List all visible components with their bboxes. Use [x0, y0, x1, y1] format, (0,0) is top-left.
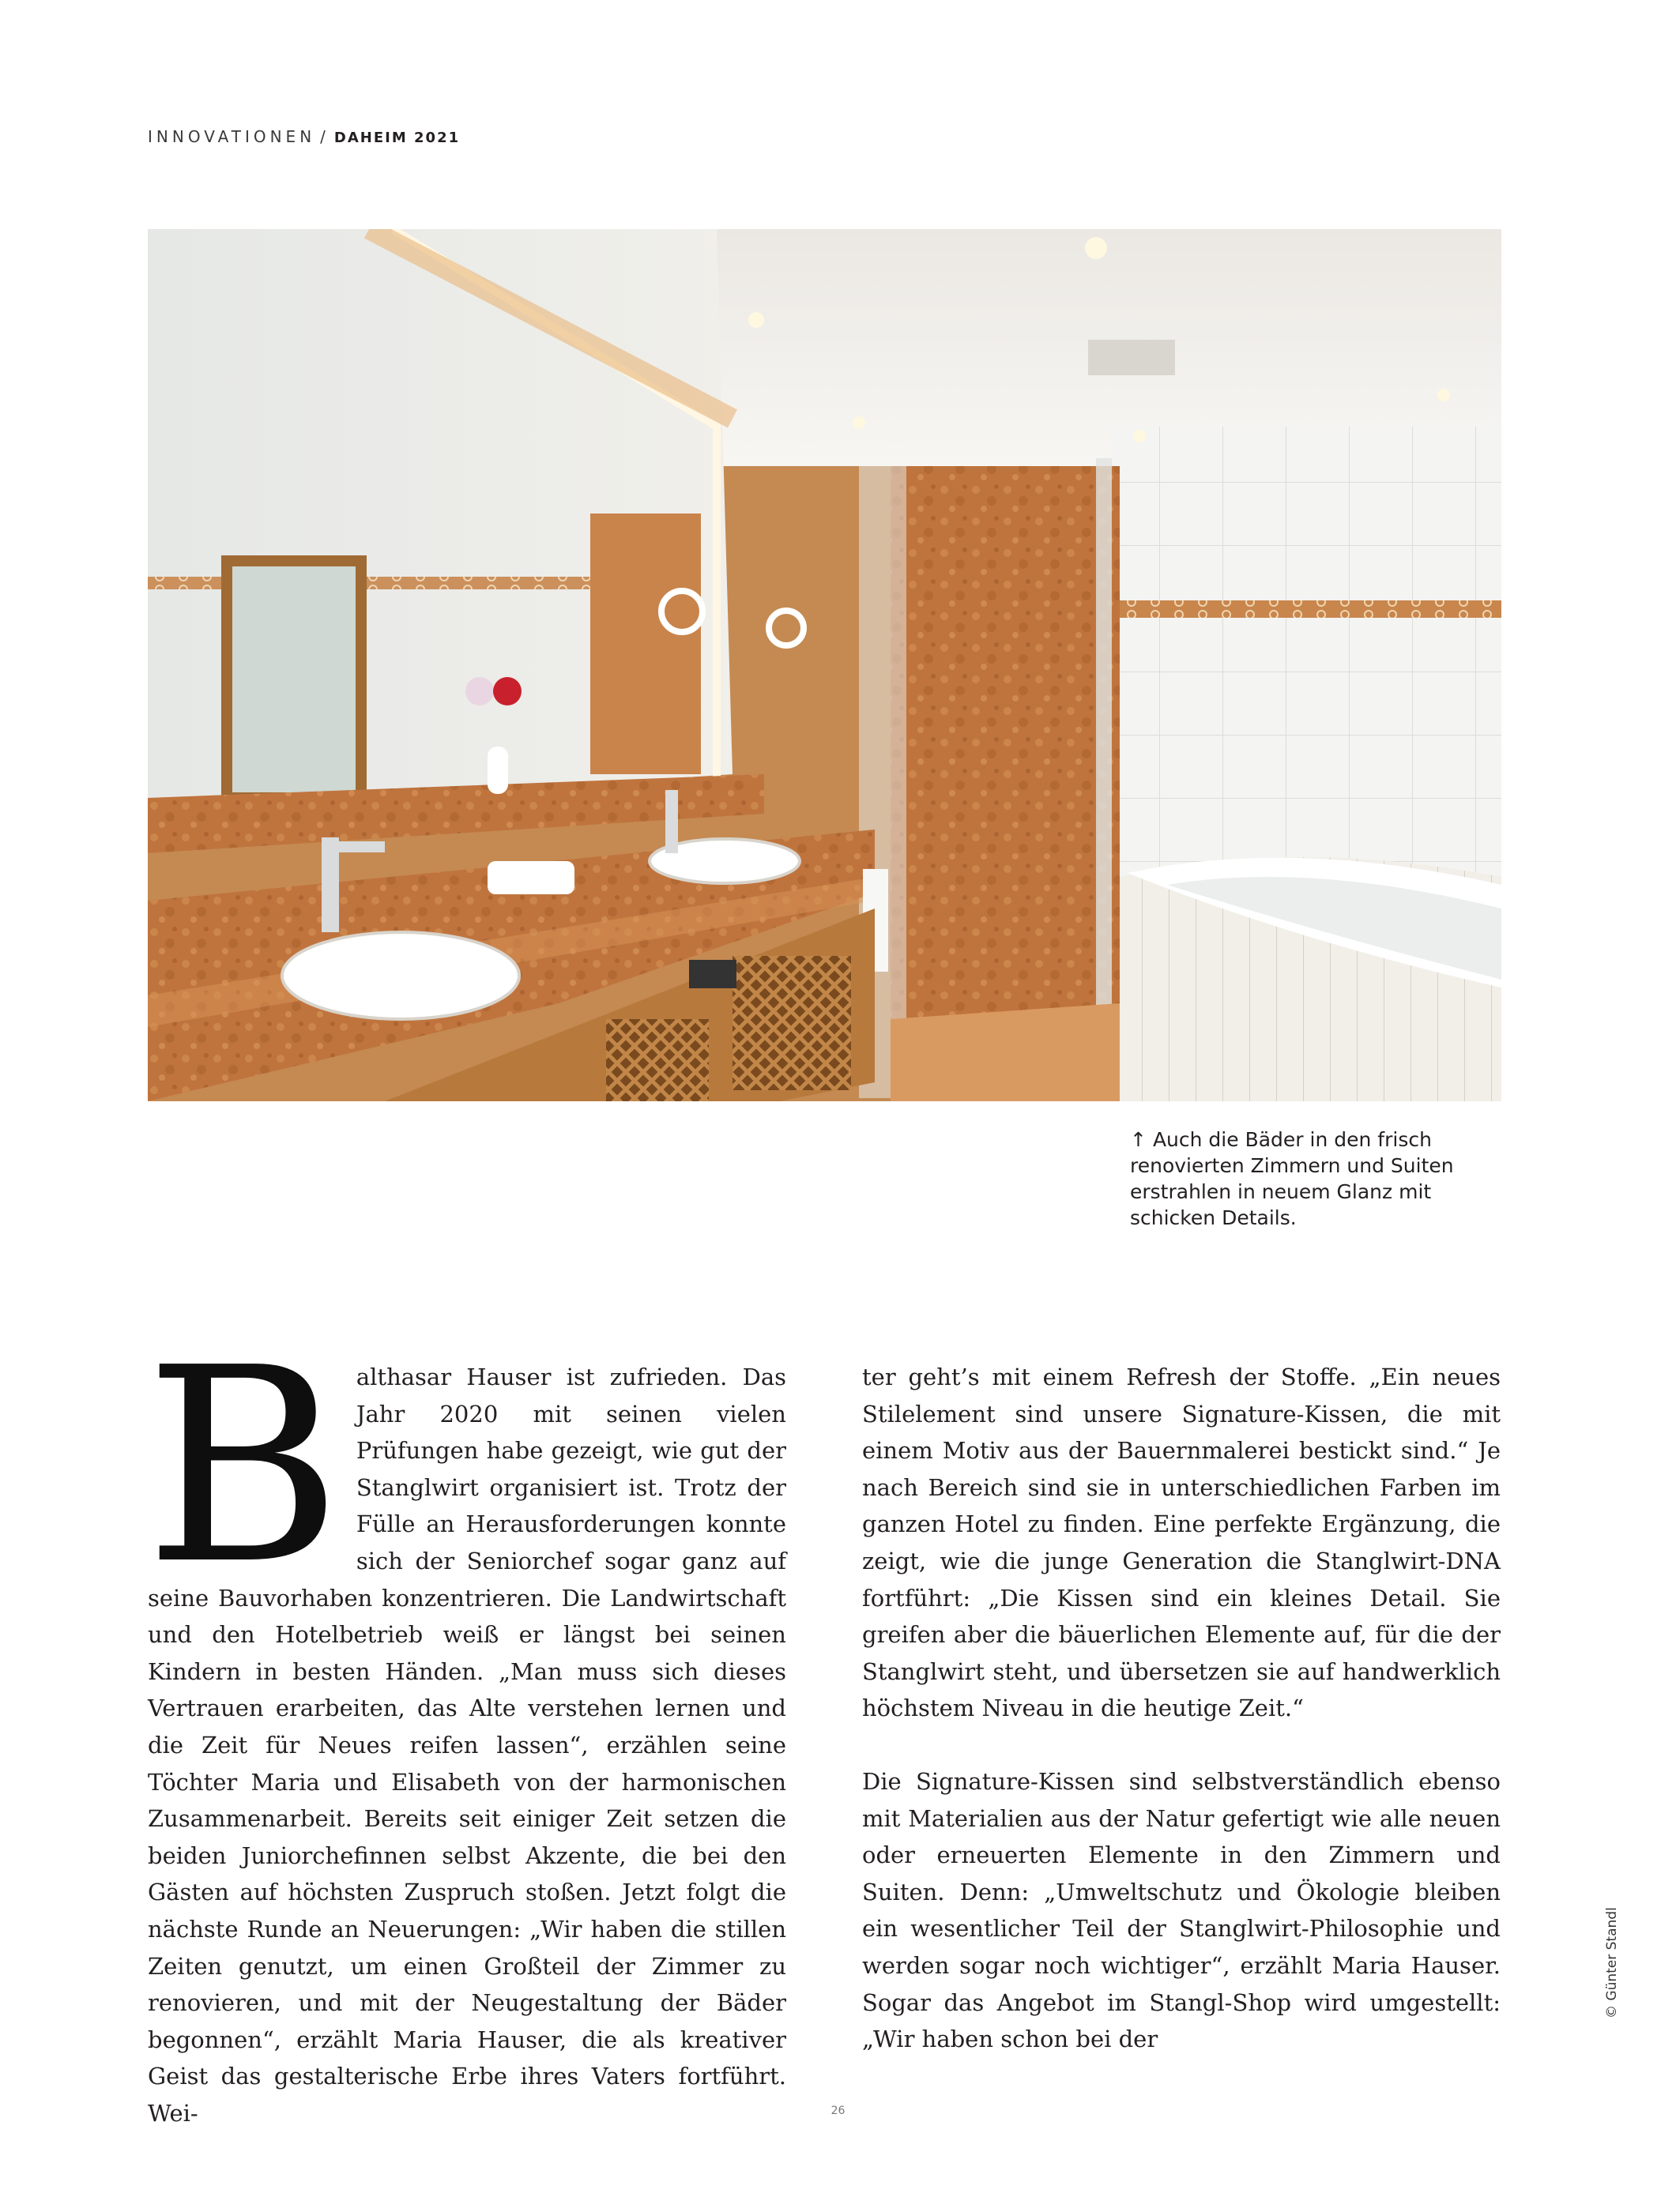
- section-label: INNOVATIONEN: [148, 127, 316, 146]
- drop-cap: B: [145, 1311, 339, 1623]
- bathroom-illustration: [148, 229, 1501, 1101]
- paragraph-spacer: [862, 1727, 1501, 1763]
- article-column-right: [862, 1359, 1501, 2058]
- arrow-up-icon: ↑: [1130, 1128, 1147, 1151]
- caption-text: Auch die Bäder in den frisch renovierten Zimmern und Suiten erstrahlen in neuem Glanz mit schicken Details.: [1130, 1128, 1454, 1229]
- issue-label: DAHEIM 2021: [333, 130, 461, 146]
- header-separator: /: [320, 127, 330, 146]
- photo-credit: © Günter Standl: [1604, 1907, 1620, 2018]
- article-text-left: althasar Hauser ist zufrieden. Das Jahr 2020 mit seinen vielen Prüfungen habe gezeigt, wie gut der Stanglwirt organisiert ist. Trotz der Fülle an Herausforderungen konnte sich der Seniorchef sogar ganz auf seine Bauvorhaben konzentrieren. Die Landwirtschaft und den Hotelbetrieb weiß er längst bei seinen Kindern in besten Händen. „Man muss sich dieses Vertrauen erarbeiten, das Alte verstehen lernen und die Zeit für Neues reifen lassen“, erzählen seine Töchter Maria und Elisabeth von der harmonischen Zusammenarbeit. Bereits seit einiger Zeit setzen die beiden Juniorchefinnen selbst Akzente, die bei den Gästen auf höchsten Zuspruch stoßen. Jetzt folgt die nächste Runde an Neuerungen: „Wir haben die stillen Zeiten genutzt, um einen Großteil der Zimmer zu renovieren, und mit der Neugestaltung der Bäder begonnen“, erzählt Maria Hauser, die als kreativer Geist das gestalterische Erbe ihres Vaters fortführt. Wei-: [148, 1364, 786, 2127]
- page-header: [148, 127, 460, 146]
- page-number: 26: [830, 2105, 846, 2117]
- article-paragraph-1: ter geht’s mit einem Refresh der Stoffe. „Ein neues Stilelement sind unsere Signature-Kissen, die mit einem Motiv aus der Bauernmalerei bestickt sind.“ Je nach Bereich sind sie in unterschiedlichen Farben im ganzen Hotel zu finden. Eine perfekte Ergänzung, die zeigt, wie die junge Generation die Stanglwirt-DNA fortführt: „Die Kissen sind ein kleines Detail. Sie greifen aber die bäuerlichen Elemente auf, für die der Stanglwirt steht, und übersetzen sie auf handwerklich höchstem Niveau in die heutige Zeit.“: [862, 1364, 1501, 1722]
- bathroom-photo: [148, 229, 1501, 1101]
- article-column-left: [145, 1311, 786, 2131]
- photo-caption: [1130, 1127, 1501, 1231]
- article-paragraph-2: Die Signature-Kissen sind selbstverständlich ebenso mit Materialien aus der Natur gefertigt wie alle neuen oder erneuerten Elemente in den Zimmern und Suiten. Denn: „Umweltschutz und Ökologie bleiben ein wesentlicher Teil der Stanglwirt-Philosophie und werden sogar noch wichtiger“, erzählt Maria Hauser. Sogar das Angebot im Stangl-Shop wird umgestellt: „Wir haben schon bei der: [862, 1767, 1501, 2053]
